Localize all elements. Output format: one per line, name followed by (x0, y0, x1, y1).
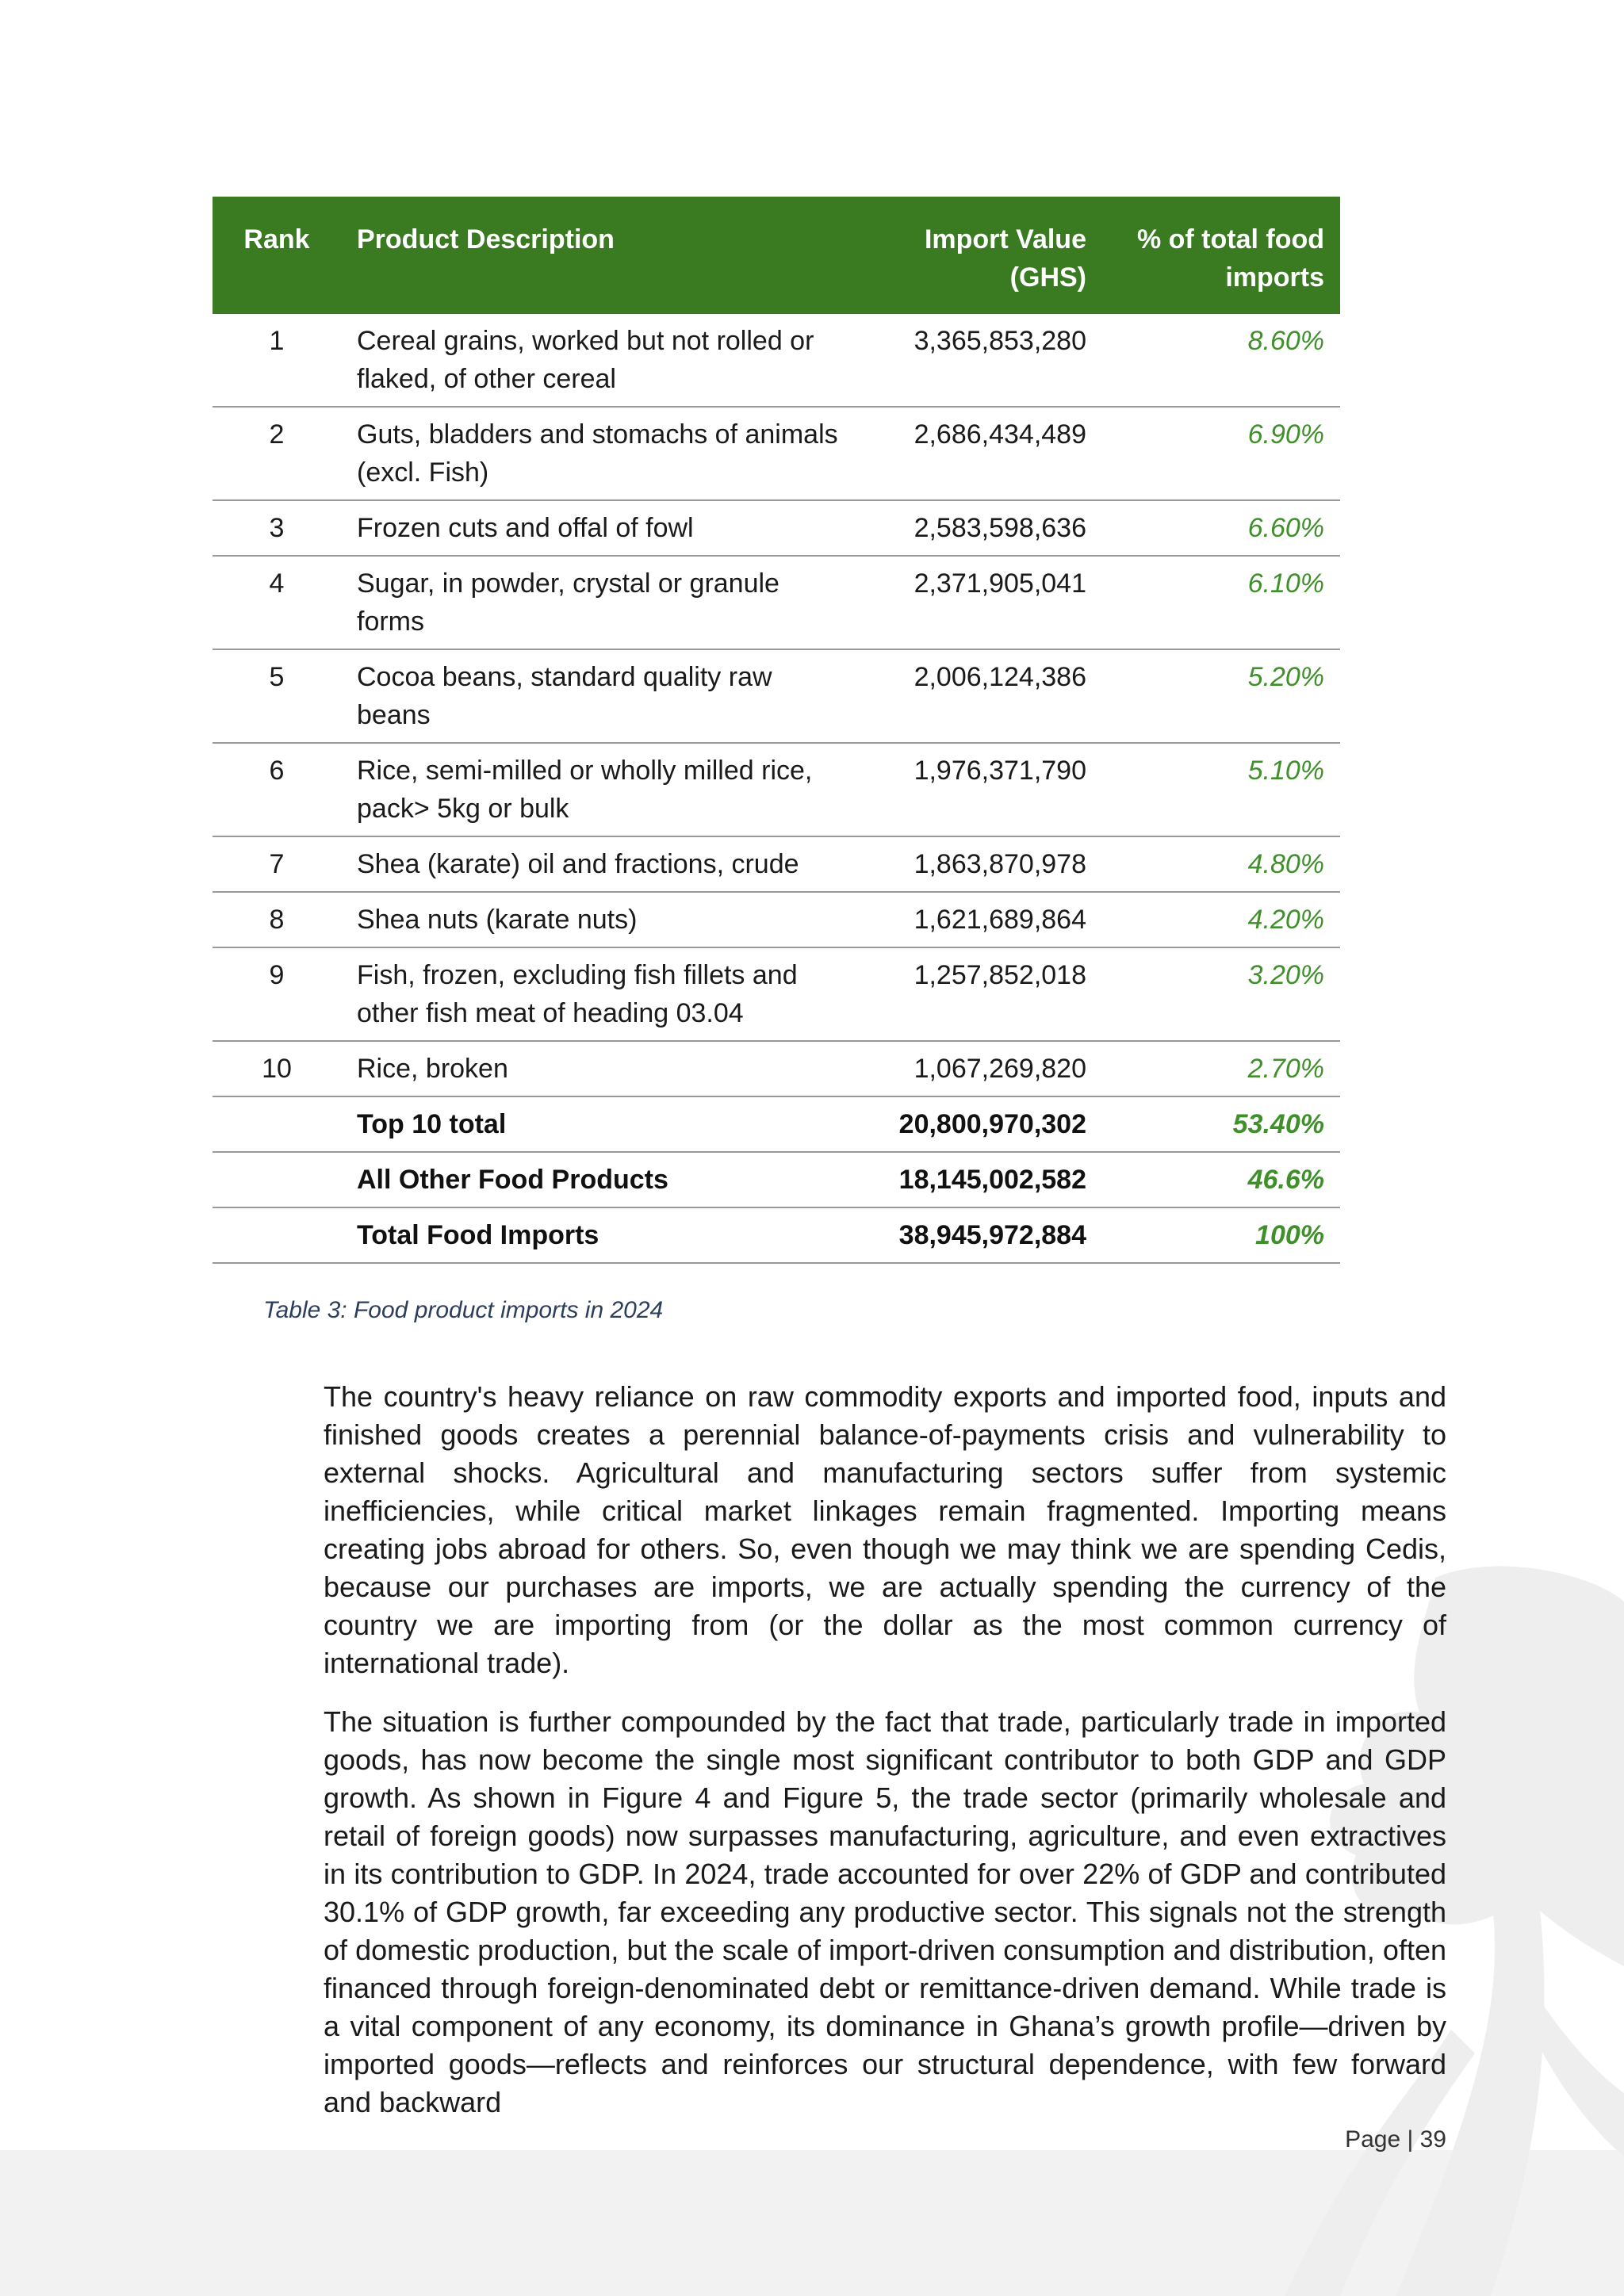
value-cell: 2,583,598,636 (856, 500, 1102, 556)
percent-cell: 6.90% (1102, 407, 1340, 500)
table-row (213, 407, 1340, 500)
rank-cell: 2 (213, 407, 341, 500)
description-cell: Shea nuts (karate nuts) (341, 892, 856, 947)
top10-total-row (213, 1096, 1340, 1152)
other-products-row (213, 1152, 1340, 1207)
description-cell: Fish, frozen, excluding fish fillets and other fish meat of heading 03.04 (341, 947, 856, 1041)
total-percent-cell: 53.40% (1102, 1096, 1340, 1152)
value-cell: 1,863,870,978 (856, 836, 1102, 892)
percent-cell: 5.20% (1102, 649, 1340, 743)
description-cell: Cereal grains, worked but not rolled or flaked, of other cereal (341, 314, 856, 407)
header-percent-total: % of total food imports (1102, 197, 1340, 314)
table-row (213, 500, 1340, 556)
page-number: Page | 39 (1345, 2126, 1446, 2152)
percent-cell: 6.10% (1102, 556, 1340, 649)
total-percent-cell: 46.6% (1102, 1152, 1340, 1207)
value-cell: 2,006,124,386 (856, 649, 1102, 743)
description-cell: Shea (karate) oil and fractions, crude (341, 836, 856, 892)
table-header-row (213, 197, 1340, 314)
value-cell: 1,976,371,790 (856, 743, 1102, 836)
food-imports-table (213, 197, 1340, 1264)
table-caption: Table 3: Food product imports in 2024 (263, 1297, 664, 1323)
description-cell: Rice, broken (341, 1041, 856, 1096)
body-paragraph: The country's heavy reliance on raw commodity exports and imported food, inputs and finished goods creates a perennial balance-of-payments crisis and vulnerability to external shocks. Agricultural and manufacturing sectors suffer from systemic inefficiencies, while critical market linkages remain fragmented. Importing means creating jobs abroad for others. So, even though we may think we are spending Cedis, because our purchases are imports, we are actually spending the currency of the country we are importing from (or the dollar as the most common currency of international trade). (324, 1380, 1446, 1679)
table-row (213, 314, 1340, 407)
description-cell: Sugar, in powder, crystal or granule forms (341, 556, 856, 649)
total-value-cell: 38,945,972,884 (856, 1207, 1102, 1263)
description-cell: Cocoa beans, standard quality raw beans (341, 649, 856, 743)
percent-cell: 6.60% (1102, 500, 1340, 556)
percent-cell: 4.80% (1102, 836, 1340, 892)
table-row (213, 743, 1340, 836)
rank-cell: 8 (213, 892, 341, 947)
table-row (213, 892, 1340, 947)
total-label-cell: Total Food Imports (341, 1207, 856, 1263)
header-rank: Rank (213, 197, 341, 314)
description-cell: Rice, semi-milled or wholly milled rice, pack> 5kg or bulk (341, 743, 856, 836)
percent-cell: 4.20% (1102, 892, 1340, 947)
table-row (213, 649, 1340, 743)
table-row (213, 836, 1340, 892)
table-row (213, 556, 1340, 649)
total-label-cell: Top 10 total (341, 1096, 856, 1152)
percent-cell: 8.60% (1102, 314, 1340, 407)
rank-cell: 6 (213, 743, 341, 836)
percent-cell: 5.10% (1102, 743, 1340, 836)
rank-cell: 1 (213, 314, 341, 407)
percent-cell: 2.70% (1102, 1041, 1340, 1096)
value-cell: 1,067,269,820 (856, 1041, 1102, 1096)
total-percent-cell: 100% (1102, 1207, 1340, 1263)
value-cell: 1,621,689,864 (856, 892, 1102, 947)
grand-total-row (213, 1207, 1340, 1263)
percent-cell: 3.20% (1102, 947, 1340, 1041)
description-cell: Frozen cuts and offal of fowl (341, 500, 856, 556)
rank-cell: 4 (213, 556, 341, 649)
rank-cell: 5 (213, 649, 341, 743)
value-cell: 2,686,434,489 (856, 407, 1102, 500)
total-value-cell: 20,800,970,302 (856, 1096, 1102, 1152)
empty-rank-cell (213, 1152, 341, 1207)
table-row (213, 947, 1340, 1041)
rank-cell: 7 (213, 836, 341, 892)
value-cell: 3,365,853,280 (856, 314, 1102, 407)
table-row (213, 1041, 1340, 1096)
rank-cell: 3 (213, 500, 341, 556)
rank-cell: 10 (213, 1041, 341, 1096)
total-label-cell: All Other Food Products (341, 1152, 856, 1207)
value-cell: 1,257,852,018 (856, 947, 1102, 1041)
empty-rank-cell (213, 1207, 341, 1263)
value-cell: 2,371,905,041 (856, 556, 1102, 649)
empty-rank-cell (213, 1096, 341, 1152)
header-description: Product Description (341, 197, 856, 314)
rank-cell: 9 (213, 947, 341, 1041)
description-cell: Guts, bladders and stomachs of animals (excl. Fish) (341, 407, 856, 500)
total-value-cell: 18,145,002,582 (856, 1152, 1102, 1207)
header-import-value: Import Value (GHS) (856, 197, 1102, 314)
body-paragraph: The situation is further compounded by the fact that trade, particularly trade in imported goods, has now become the single most significant contributor to both GDP and GDP growth. As shown in Figure 4 and Figure 5, the trade sector (primarily wholesale and retail of foreign goods) now surpasses manufacturing, agriculture, and even extractives in its contribution to GDP. In 2024, trade accounted for over 22% of GDP and contributed 30.1% of GDP growth, far exceeding any productive sector. This signals not the strength of domestic production, but the scale of import-driven consumption and distribution, often financed through foreign-denominated debt or remittance-driven demand. While trade is a vital component of any economy, its dominance in Ghana’s growth profile—driven by imported goods—reflects and reinforces our structural dependence, with few forward and backward (324, 1705, 1446, 2118)
